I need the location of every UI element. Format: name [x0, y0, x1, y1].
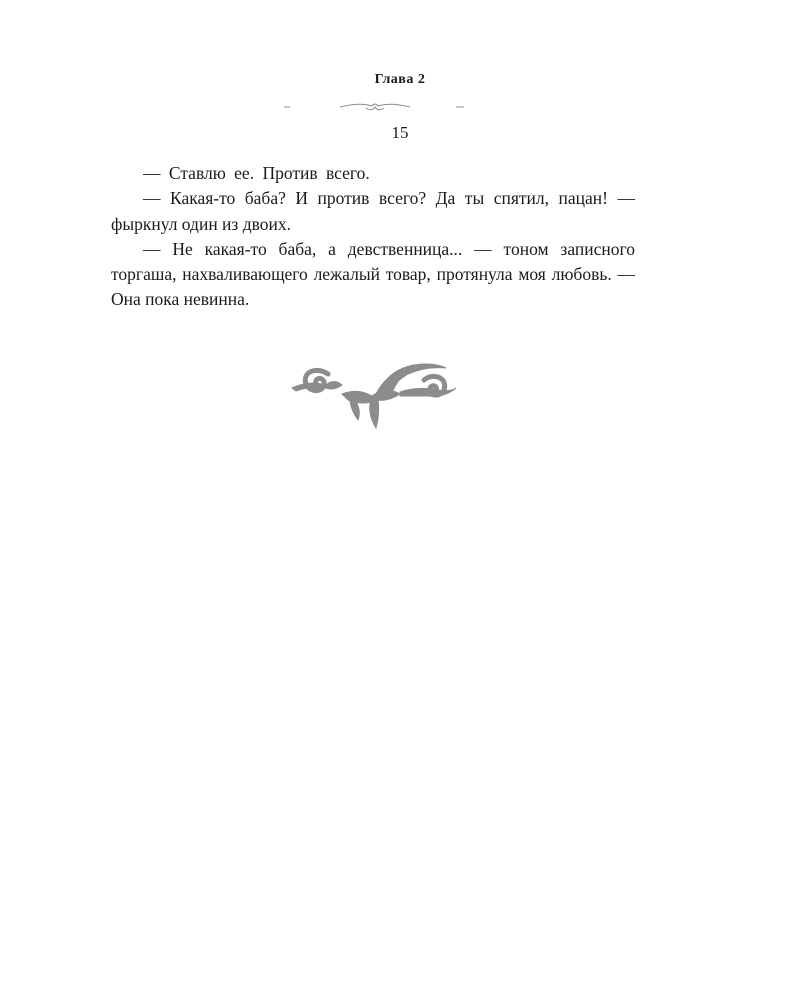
scroll-flourish-icon	[288, 358, 458, 432]
paragraph: — Какая-то баба? И против всего? Да ты спятил, пацан! — фыркнул один из двоих.	[111, 188, 635, 234]
chapter-title: Глава 2	[374, 72, 426, 87]
body-text	[111, 161, 635, 313]
paragraph: — Не какая-то баба, а девственница... — тоном записного торгаша, нахваливающего лежалый товар, протянула моя любовь. — Она пока невинна.	[111, 238, 635, 310]
paragraph: — Ставлю ее. Против всего.	[143, 163, 370, 183]
page-number: 15	[391, 123, 409, 142]
header-divider-icon	[280, 100, 470, 112]
